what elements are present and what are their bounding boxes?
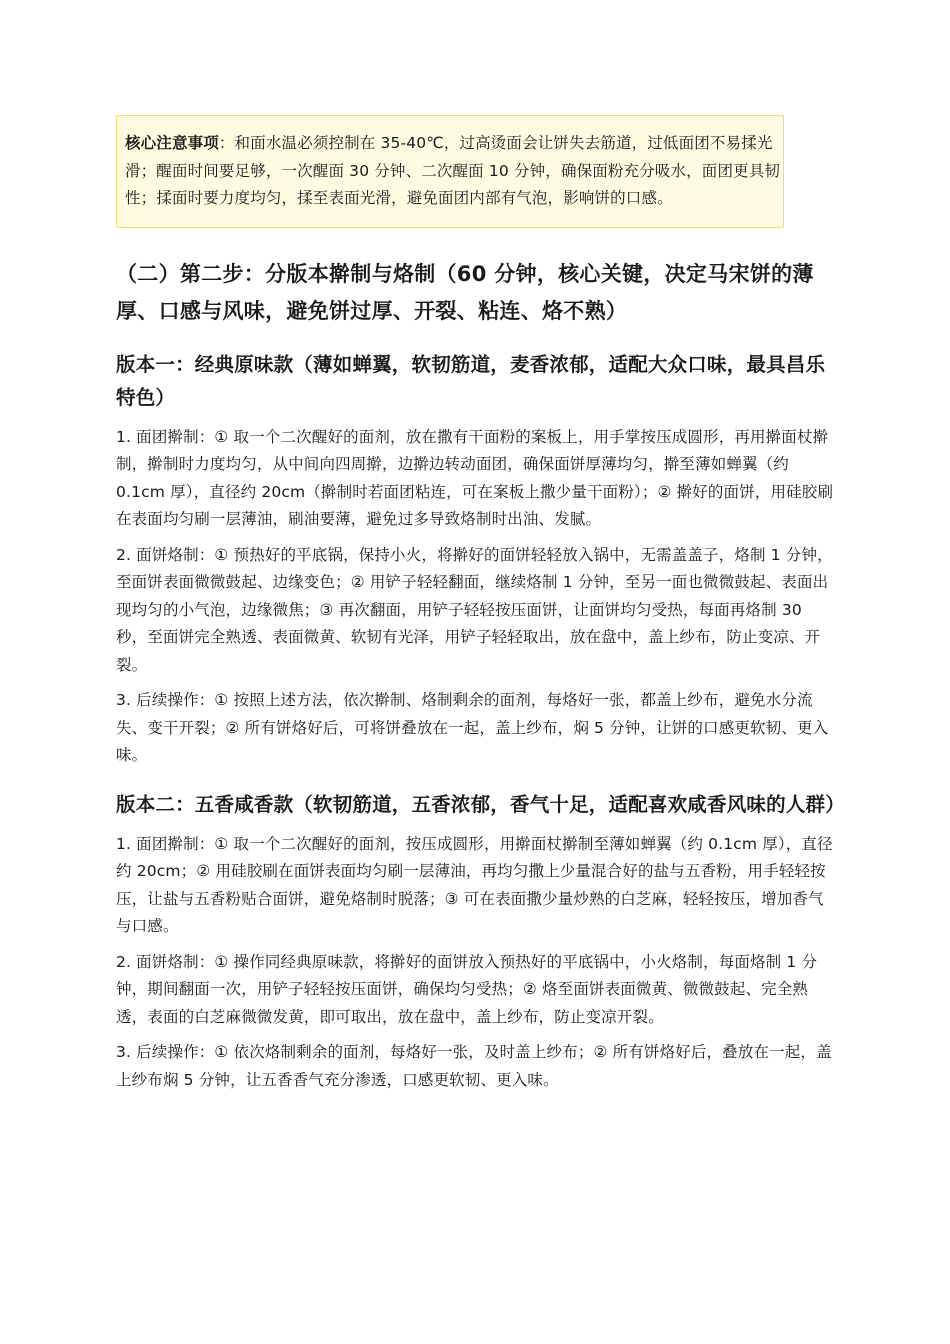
version-two-step-2: 2. 面饼烙制：① 操作同经典原味款，将擀好的面饼放入预热好的平底锅中，小火烙制，每面烙制 1 分钟，期间翻面一次，用铲子轻轻按压面饼，确保均匀受热；② 烙至面饼表面微黄、微微鼓起、完全熟透，表面的白芝麻微微发黄，即可取出，放在盘中，盖上纱布，防止变凉开裂。 [116,952,818,1026]
version-two-step-1: 1. 面团擀制：① 取一个二次醒好的面剂，按压成圆形，用擀面杖擀制至薄如蝉翼（约 0.1cm 厚），直径约 20cm；② 用硅胶刷在面饼表面均匀刷一层薄油，再均匀撒上少量混合好的盐与五香粉，用手轻轻按压，让盐与五香粉贴合面饼，避免烙制时脱落；③ 可在表面撒少量炒熟的白芝麻，轻轻按压，增加香气与口感。 [116,834,833,935]
core-notes-label: 核心注意事项 [125,134,219,152]
version-one-heading: 版本一：经典原味款（薄如蝉翼，软韧筋道，麦香浓郁，适配大众口味，最具昌乐特色） [116,352,826,409]
core-notes-text: ：和面水温必须控制在 35-40℃，过高烫面会让饼失去筋道，过低面团不易揉光滑；醒面时间要足够，一次醒面 30 分钟、二次醒面 10 分钟，确保面粉充分吸水，面团更具韧性；揉面时要力度均匀，揉至表面光滑，避免面团内部有气泡，影响饼的口感。 [125,134,781,207]
version-one-step-1: 1. 面团擀制：① 取一个二次醒好的面剂，放在撒有干面粉的案板上，用手掌按压成圆形，再用擀面杖擀制，擀制时力度均匀，从中间向四周擀，边擀边转动面团，确保面饼厚薄均匀，擀至薄如蝉翼（约 0.1cm 厚），直径约 20cm（擀制时若面团粘连，可在案板上撒少量干面粉）；② 擀好的面饼，用硅胶刷在表面均匀刷一层薄油，刷油要薄，避免过多导致烙制时出油、发腻。 [116,427,834,528]
version-one-step-3: 3. 后续操作：① 按照上述方法，依次擀制、烙制剩余的面剂，每烙好一张，都盖上纱布，避免水分流失、变干开裂；② 所有饼烙好后，可将饼叠放在一起，盖上纱布，焖 5 分钟，让饼的口感更软韧、更入味。 [116,691,829,764]
version-one-step-2: 2. 面饼烙制：① 预热好的平底锅，保持小火，将擀好的面饼轻轻放入锅中，无需盖盖子，烙制 1 分钟，至面饼表面微微鼓起、边缘变色；② 用铲子轻轻翻面，继续烙制 1 分钟，至另一面也微微鼓起、表面出现均匀的小气泡，边缘微焦；③ 再次翻面，用铲子轻轻按压面饼，让面饼均匀受热，每面再烙制 30 秒，至面饼完全熟透、表面微黄、软韧有光泽，用铲子轻轻取出，放在盘中，盖上纱布，防止变凉、开裂。 [116,545,833,674]
version-two-step-3: 3. 后续操作：① 依次烙制剩余的面剂，每烙好一张，及时盖上纱布；② 所有饼烙好后，叠放在一起，盖上纱布焖 5 分钟，让五香香气充分渗透，口感更软韧、更入味。 [116,1043,832,1089]
document-page [116,115,845,1094]
core-notes-callout [116,115,784,228]
version-two-heading: 版本二：五香咸香款（软韧筋道，五香浓郁，香气十足，适配喜欢咸香风味的人群） [116,792,845,816]
section-heading-step-two: （二）第二步：分版本擀制与烙制（60 分钟，核心关键，决定马宋饼的薄厚、口感与风味，避免饼过厚、开裂、粘连、烙不熟） [116,261,814,323]
